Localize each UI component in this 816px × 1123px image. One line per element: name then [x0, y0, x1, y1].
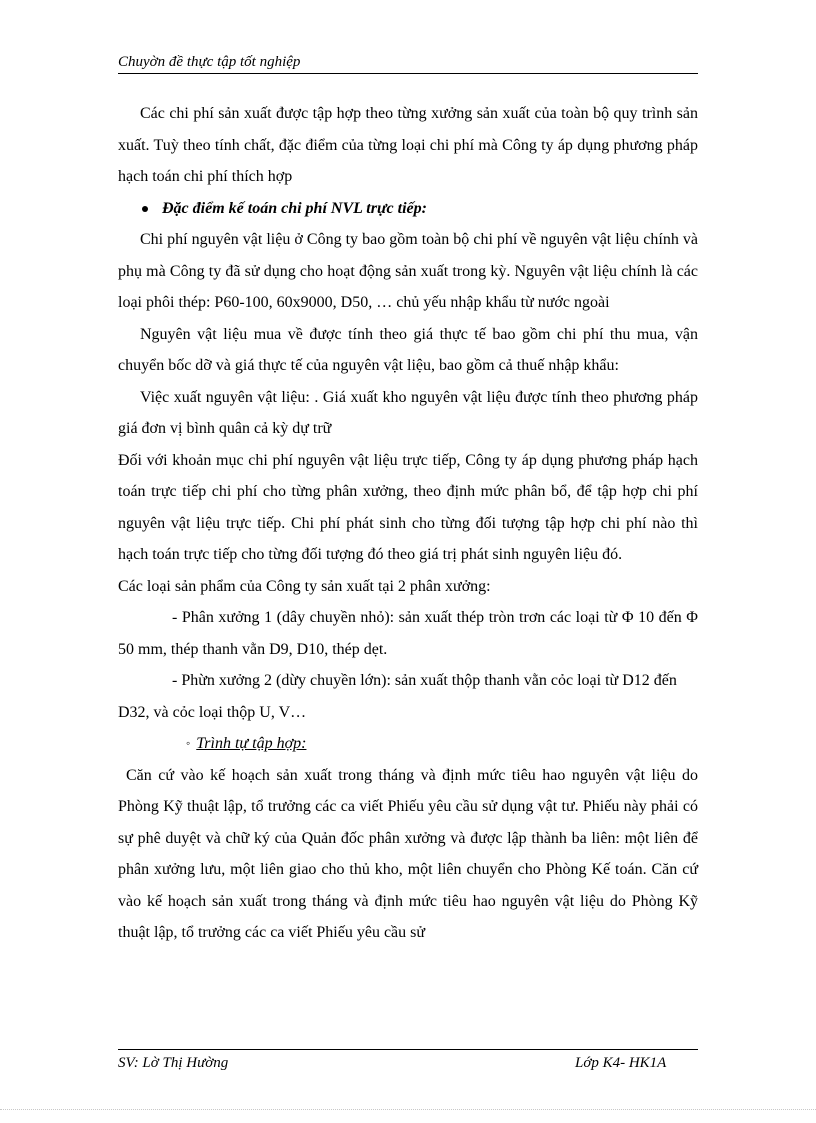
footer-student-name: SV: Lờ Thị Hường [118, 1055, 229, 1071]
section-heading-text: Đặc điểm kế toán chi phí NVL trực tiếp: [162, 199, 427, 217]
document-body [118, 98, 698, 949]
list-item-workshop-2: - Phừn xưởng 2 (dừy chuyền lớn): sản xuất thộp thanh vằn cỏc loại từ D12 đến D32, và cỏc loại thộp U, V… [118, 672, 677, 721]
page-header-title: Chuyờn đề thực tập tốt nghiệp [118, 54, 301, 70]
paragraph-6: Các loại sản phẩm của Công ty sản xuất tại 2 phân xưởng: [118, 577, 491, 595]
footer-divider [118, 1049, 698, 1050]
page-edge-dotted-line [0, 1109, 816, 1110]
paragraph-4: Việc xuất nguyên vật liệu: . Giá xuất kho nguyên vật liệu được tính theo phương pháp giá đơn vị bình quân cả kỳ dự trữ [118, 388, 698, 437]
paragraph-1: Các chi phí sản xuất được tập hợp theo từng xưởng sản xuất của toàn bộ quy trình sản xuất. Tuỳ theo tính chất, đặc điểm của từng loại chi phí mà Công ty áp dụng phương pháp hạch toán chi phí thích hợp [118, 105, 698, 185]
paragraph-2: Chi phí nguyên vật liệu ở Công ty bao gồm toàn bộ chi phí về nguyên vật liệu chính và phụ mà Công ty đã sử dụng cho hoạt động sản xuất trong kỳ. Nguyên vật liệu chính là các loại phôi thép: P60-100, 60x9000, D50, … chủ yếu nhập khẩu từ nước ngoài [118, 231, 698, 311]
header-divider [118, 73, 698, 74]
list-item-workshop-1: - Phân xưởng 1 (dây chuyền nhỏ): sản xuất thép tròn trơn các loại từ Φ 10 đến Φ 50 mm, thép thanh vằn D9, D10, thép dẹt. [118, 609, 698, 658]
subsection-heading [118, 728, 698, 760]
section-heading-nvl [118, 193, 698, 225]
bullet-icon [142, 206, 148, 212]
paragraph-3: Nguyên vật liệu mua về được tính theo giá thực tế bao gồm chi phí thu mua, vận chuyển bốc dỡ và giá thực tế của nguyên vật liệu, bao gồm cả thuế nhập khẩu: [118, 325, 698, 374]
circle-bullet-icon: ◦ [186, 736, 191, 750]
subsection-heading-text: Trình tự tập hợp: [196, 735, 307, 752]
paragraph-5: Đối với khoản mục chi phí nguyên vật liệu trực tiếp, Công ty áp dụng phương pháp hạch toán trực tiếp chi phí cho từng phân xưởng, theo định mức phân bổ, để tập hợp chi phí nguyên vật liệu trực tiếp. Chi phí phát sinh cho từng đối tượng tập hợp chi phí nào thì hạch toán trực tiếp cho từng đối tượng đó theo giá trị phát sinh nguyên liệu đó. [118, 451, 698, 563]
paragraph-7: Căn cứ vào kế hoạch sản xuất trong tháng và định mức tiêu hao nguyên vật liệu do Phòng Kỹ thuật lập, tổ trưởng các ca viết Phiếu yêu cầu sử dụng vật tư. Phiếu này phải có sự phê duyệt và chữ ký của Quản đốc phân xưởng và được lập thành ba liên: một liên để phân xưởng lưu, một liên giao cho thủ kho, một liên chuyển cho Phòng Kế toán. Căn cứ vào kế hoạch sản xuất trong tháng và định mức tiêu hao nguyên vật liệu do Phòng Kỹ thuật lập, tổ trưởng các ca viết Phiếu yêu cầu sử [118, 766, 698, 941]
footer-class: Lớp K4- HK1A [575, 1055, 667, 1071]
